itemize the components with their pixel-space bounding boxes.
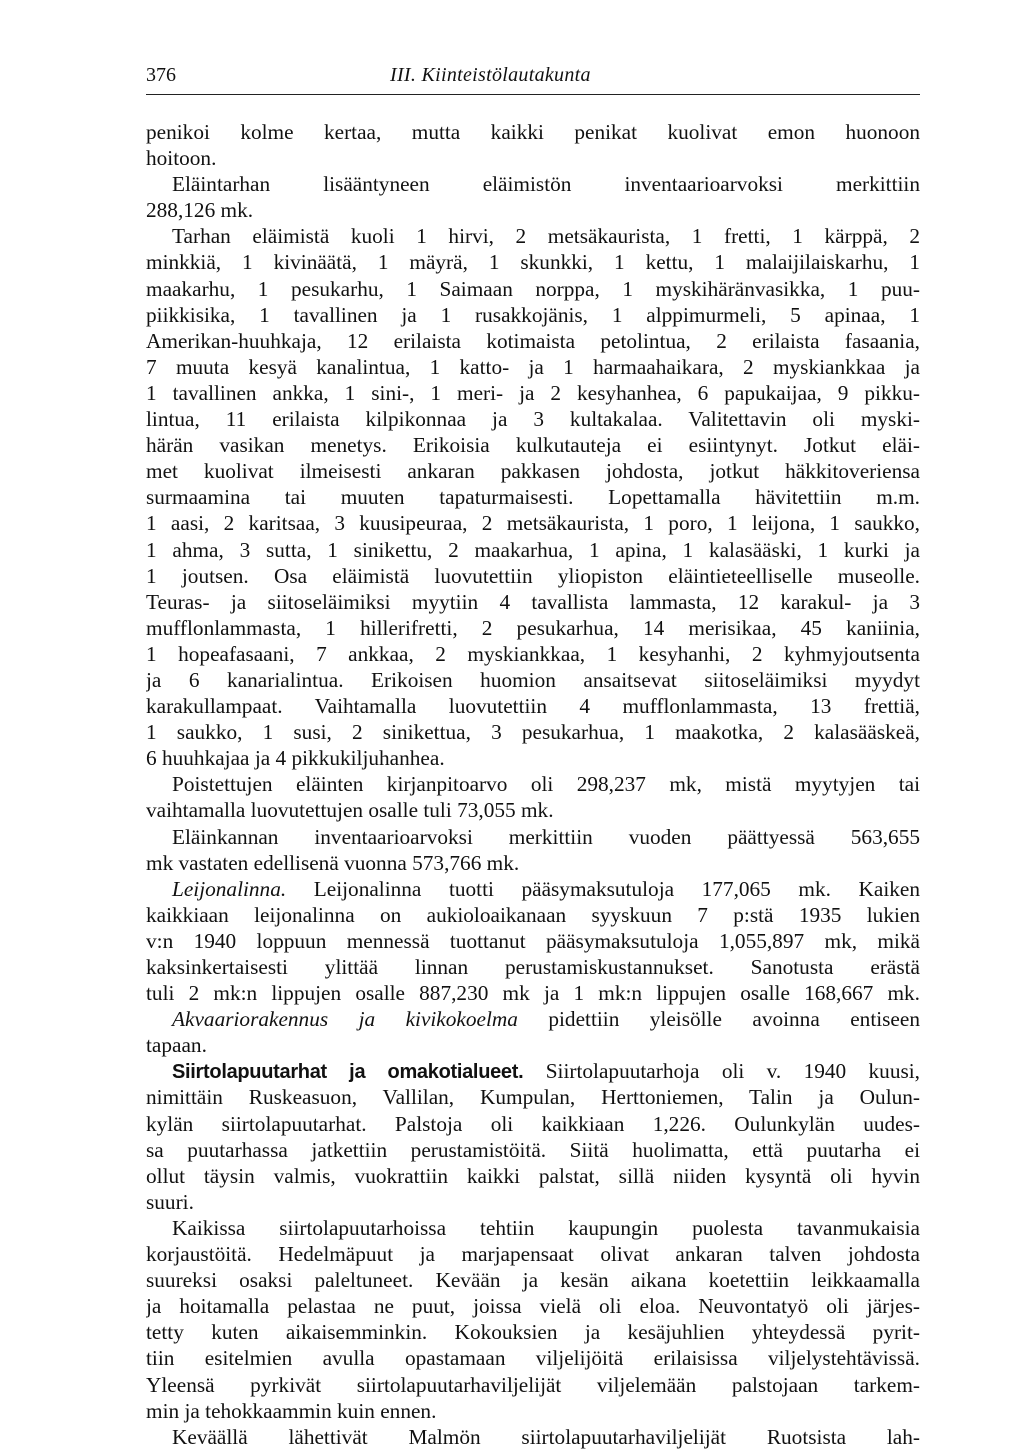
- line-text: 1 joutsen. Osa eläimistä luovutettiin yliopiston eläintieteelliselle museolle.: [146, 563, 920, 588]
- line-text: 6 huuhkajaa ja 4 pikkukiljuhanhea.: [146, 746, 445, 771]
- section-heading: Siirtolapuutarhat ja omakotialueet.: [172, 1061, 524, 1084]
- text-line: [146, 249, 920, 275]
- text-line: [146, 1137, 920, 1163]
- line-text: Keväällä lähettivät Malmön siirtolapuutarhaviljelijät Ruotsista lah-: [172, 1424, 920, 1449]
- line-text: Eläinkannan inventaarioarvoksi merkittiin vuoden päättyessä 563,655: [172, 824, 920, 849]
- line-text: 1 tavallinen ankka, 1 sini-, 1 meri- ja 2 kesyhanhea, 6 papukaijaa, 9 pikku-: [146, 380, 920, 405]
- text-line: [146, 1163, 920, 1189]
- line-text: sa puutarhassa jatkettiin perustamistöitä. Siitä huolimatta, että puutarha ei: [146, 1137, 920, 1162]
- text-line: [146, 1111, 920, 1137]
- text-line: [146, 902, 920, 928]
- line-text: tuli 2 mk:n lippujen osalle 887,230 mk ja 1 mk:n lippujen osalle 168,667 mk.: [146, 981, 920, 1006]
- text-line: [146, 302, 920, 328]
- text-line: [146, 1084, 920, 1110]
- line-text: lintua, 11 erilaista kilpikonnaa ja 3 kultakalaa. Valitettavin oli myski-: [146, 407, 920, 432]
- line-text: ja 6 kanarialintua. Erikoisen huomion ansaitsevat siitoseläimiksi myydyt: [146, 667, 920, 692]
- line-text: härän vasikan menetys. Erikoisia kulkutauteja ei esiintynyt. Jotkut eläi-: [146, 433, 920, 458]
- page-header: [146, 60, 920, 95]
- body-text: [146, 119, 920, 1450]
- inline-heading: Akvaariorakennus ja kivikokoelma: [172, 1007, 518, 1032]
- text-line: [146, 980, 920, 1006]
- text-line: [146, 1032, 920, 1058]
- text-line: [146, 667, 920, 693]
- text-line: [146, 641, 920, 667]
- text-line: [146, 876, 920, 902]
- line-text: minkkiä, 1 kivinäätä, 1 mäyrä, 1 skunkki, 1 kettu, 1 malaijilaiskarhu, 1: [146, 250, 920, 275]
- text-line: [146, 458, 920, 484]
- line-text: 1 saukko, 1 susi, 2 sinikettua, 3 pesukarhua, 1 maakotka, 2 kalasääskeä,: [146, 720, 920, 745]
- text-line: [146, 1319, 920, 1345]
- line-text: piikkisika, 1 tavallinen ja 1 rusakkojänis, 1 alppimurmeli, 5 apinaa, 1: [146, 302, 920, 327]
- text-line: [146, 1267, 920, 1293]
- line-text: Amerikan-huuhkaja, 12 erilaista kotimaista petolintua, 2 erilaista fasaania,: [146, 328, 920, 353]
- line-text: kylän siirtolapuutarhat. Palstoja oli kaikkiaan 1,226. Oulunkylän uudes-: [146, 1111, 920, 1136]
- line-text: kaikkiaan leijonalinna on aukioloaikanaan syyskuun 7 p:stä 1935 lukien: [146, 902, 920, 927]
- line-text: met kuolivat ilmeisesti ankaran pakkasen johdosta, jotkut häkkitoveriensa: [146, 459, 920, 484]
- line-text: surmaamina tai muuten tapaturmaisesti. Lopettamalla hävitettiin m.m.: [146, 485, 920, 510]
- text-line: [146, 563, 920, 589]
- text-line: [146, 145, 920, 171]
- text-line: [146, 1345, 920, 1371]
- line-text: Siirtolapuutarhoja oli v. 1940 kuusi,: [523, 1059, 920, 1084]
- line-text: Eläintarhan lisääntyneen eläimistön inventaarioarvoksi merkittiin: [172, 172, 920, 197]
- text-line: [146, 771, 920, 797]
- text-line: [146, 380, 920, 406]
- line-text: karakullampaat. Vaihtamalla luovutettiin 4 mufflonlammasta, 13 frettiä,: [146, 694, 920, 719]
- line-text: tetty kuten aikaisemminkin. Kokouksien ja kesäjuhlien yhteydessä pyrit-: [146, 1320, 920, 1345]
- text-line: [146, 1215, 920, 1241]
- text-line: [146, 1241, 920, 1267]
- line-text: pidettiin yleisölle avoinna entiseen: [517, 1007, 920, 1032]
- text-line: [146, 1189, 920, 1215]
- line-text: mufflonlammasta, 1 hillerifretti, 2 pesukarhua, 14 merisikaa, 45 kaniinia,: [146, 615, 920, 640]
- text-line: [146, 537, 920, 563]
- running-head: III. Kiinteistölautakunta: [390, 64, 591, 86]
- text-line: [146, 1058, 920, 1084]
- text-line: [146, 928, 920, 954]
- text-line: [146, 223, 920, 249]
- text-line: [146, 719, 920, 745]
- line-text: suureksi osaksi paleltuneet. Kevään ja kesän aikana koetettiin leikkaamalla: [146, 1268, 920, 1293]
- line-text: min ja tehokkaammin kuin ennen.: [146, 1398, 437, 1423]
- line-text: maakarhu, 1 pesukarhu, 1 Saimaan norppa, 1 myskihäränvasikka, 1 puu-: [146, 276, 920, 301]
- line-text: tiin esitelmien avulla opastamaan viljelijöitä erilaisissa viljelystehtävissä.: [146, 1346, 920, 1371]
- line-text: kaksinkertaisesti ylittää linnan perustamiskustannukset. Sanotusta erästä: [146, 955, 920, 979]
- text-line: [146, 484, 920, 510]
- line-text: 7 muuta kesyä kanalintua, 1 katto- ja 1 harmaahaikara, 2 myskiankkaa ja: [146, 354, 920, 379]
- line-text: 288,126 mk.: [146, 198, 254, 223]
- line-text: Poistettujen eläinten kirjanpitoarvo oli 298,237 mk, mistä myytyjen tai: [172, 772, 920, 797]
- text-line: [146, 171, 920, 197]
- line-text: 1 aasi, 2 karitsaa, 3 kuusipeuraa, 2 metsäkaurista, 1 poro, 1 leijona, 1 saukko,: [146, 511, 920, 536]
- line-text: ollut täysin valmis, vuokrattiin kaikki palstat, sillä niiden kysyntä oli hyvin: [146, 1163, 920, 1188]
- text-line: [146, 328, 920, 354]
- line-text: ja hoitamalla pelastaa ne puut, joissa vielä oli eloa. Neuvontatyö oli järjes-: [146, 1294, 920, 1319]
- line-text: Kaikissa siirtolapuutarhoissa tehtiin kaupungin puolesta tavanmukaisia: [172, 1215, 920, 1240]
- text-line: [146, 406, 920, 432]
- text-line: [146, 432, 920, 458]
- line-text: nimittäin Ruskeasuon, Vallilan, Kumpulan, Herttoniemen, Talin ja Oulun-: [146, 1085, 920, 1110]
- line-text: v:n 1940 loppuun mennessä tuottanut pääsymaksutuloja 1,055,897 mk, mikä: [146, 928, 920, 953]
- text-line: [146, 1006, 920, 1032]
- line-text: Yleensä pyrkivät siirtolapuutarhaviljelijät viljelemään palstojaan tarkem-: [146, 1372, 920, 1397]
- text-line: [146, 589, 920, 615]
- line-text: 1 ahma, 3 sutta, 1 sinikettu, 2 maakarhua, 1 apina, 1 kalasääski, 1 kurki ja: [146, 537, 920, 562]
- text-line: [146, 510, 920, 536]
- line-text: tapaan.: [146, 1033, 207, 1058]
- text-line: [146, 119, 920, 145]
- text-line: [146, 850, 920, 876]
- text-line: [146, 1293, 920, 1319]
- text-line: [146, 1424, 920, 1450]
- line-text: Leijonalinna tuotti pääsymaksutuloja 177,065 mk. Kaiken: [286, 876, 920, 901]
- inline-heading: Leijonalinna.: [172, 876, 287, 901]
- text-line: [146, 954, 920, 980]
- line-text: Teuras- ja siitoseläimiksi myytiin 4 tavallista lammasta, 12 karakul- ja 3: [146, 589, 920, 614]
- text-line: [146, 276, 920, 302]
- text-line: [146, 1372, 920, 1398]
- text-line: [146, 824, 920, 850]
- line-text: mk vastaten edellisenä vuonna 573,766 mk.: [146, 850, 520, 875]
- text-line: [146, 797, 920, 823]
- line-text: Tarhan eläimistä kuoli 1 hirvi, 2 metsäkaurista, 1 fretti, 1 kärppä, 2: [172, 224, 920, 249]
- text-line: [146, 693, 920, 719]
- document-page: [146, 60, 920, 1450]
- page-number: 376: [146, 64, 176, 86]
- text-line: [146, 354, 920, 380]
- text-line: [146, 1398, 920, 1424]
- line-text: suuri.: [146, 1189, 194, 1214]
- text-line: [146, 197, 920, 223]
- line-text: vaihtamalla luovutettujen osalle tuli 73,055 mk.: [146, 798, 554, 823]
- line-text: korjaustöitä. Hedelmäpuut ja marjapensaat olivat ankaran talven johdosta: [146, 1242, 920, 1267]
- line-text: 1 hopeafasaani, 7 ankkaa, 2 myskiankkaa, 1 kesyhanhi, 2 kyhmyjoutsenta: [146, 641, 920, 666]
- text-line: [146, 745, 920, 771]
- line-text: hoitoon.: [146, 146, 217, 171]
- text-line: [146, 615, 920, 641]
- line-text: penikoi kolme kertaa, mutta kaikki penikat kuolivat emon huonoon: [146, 120, 920, 144]
